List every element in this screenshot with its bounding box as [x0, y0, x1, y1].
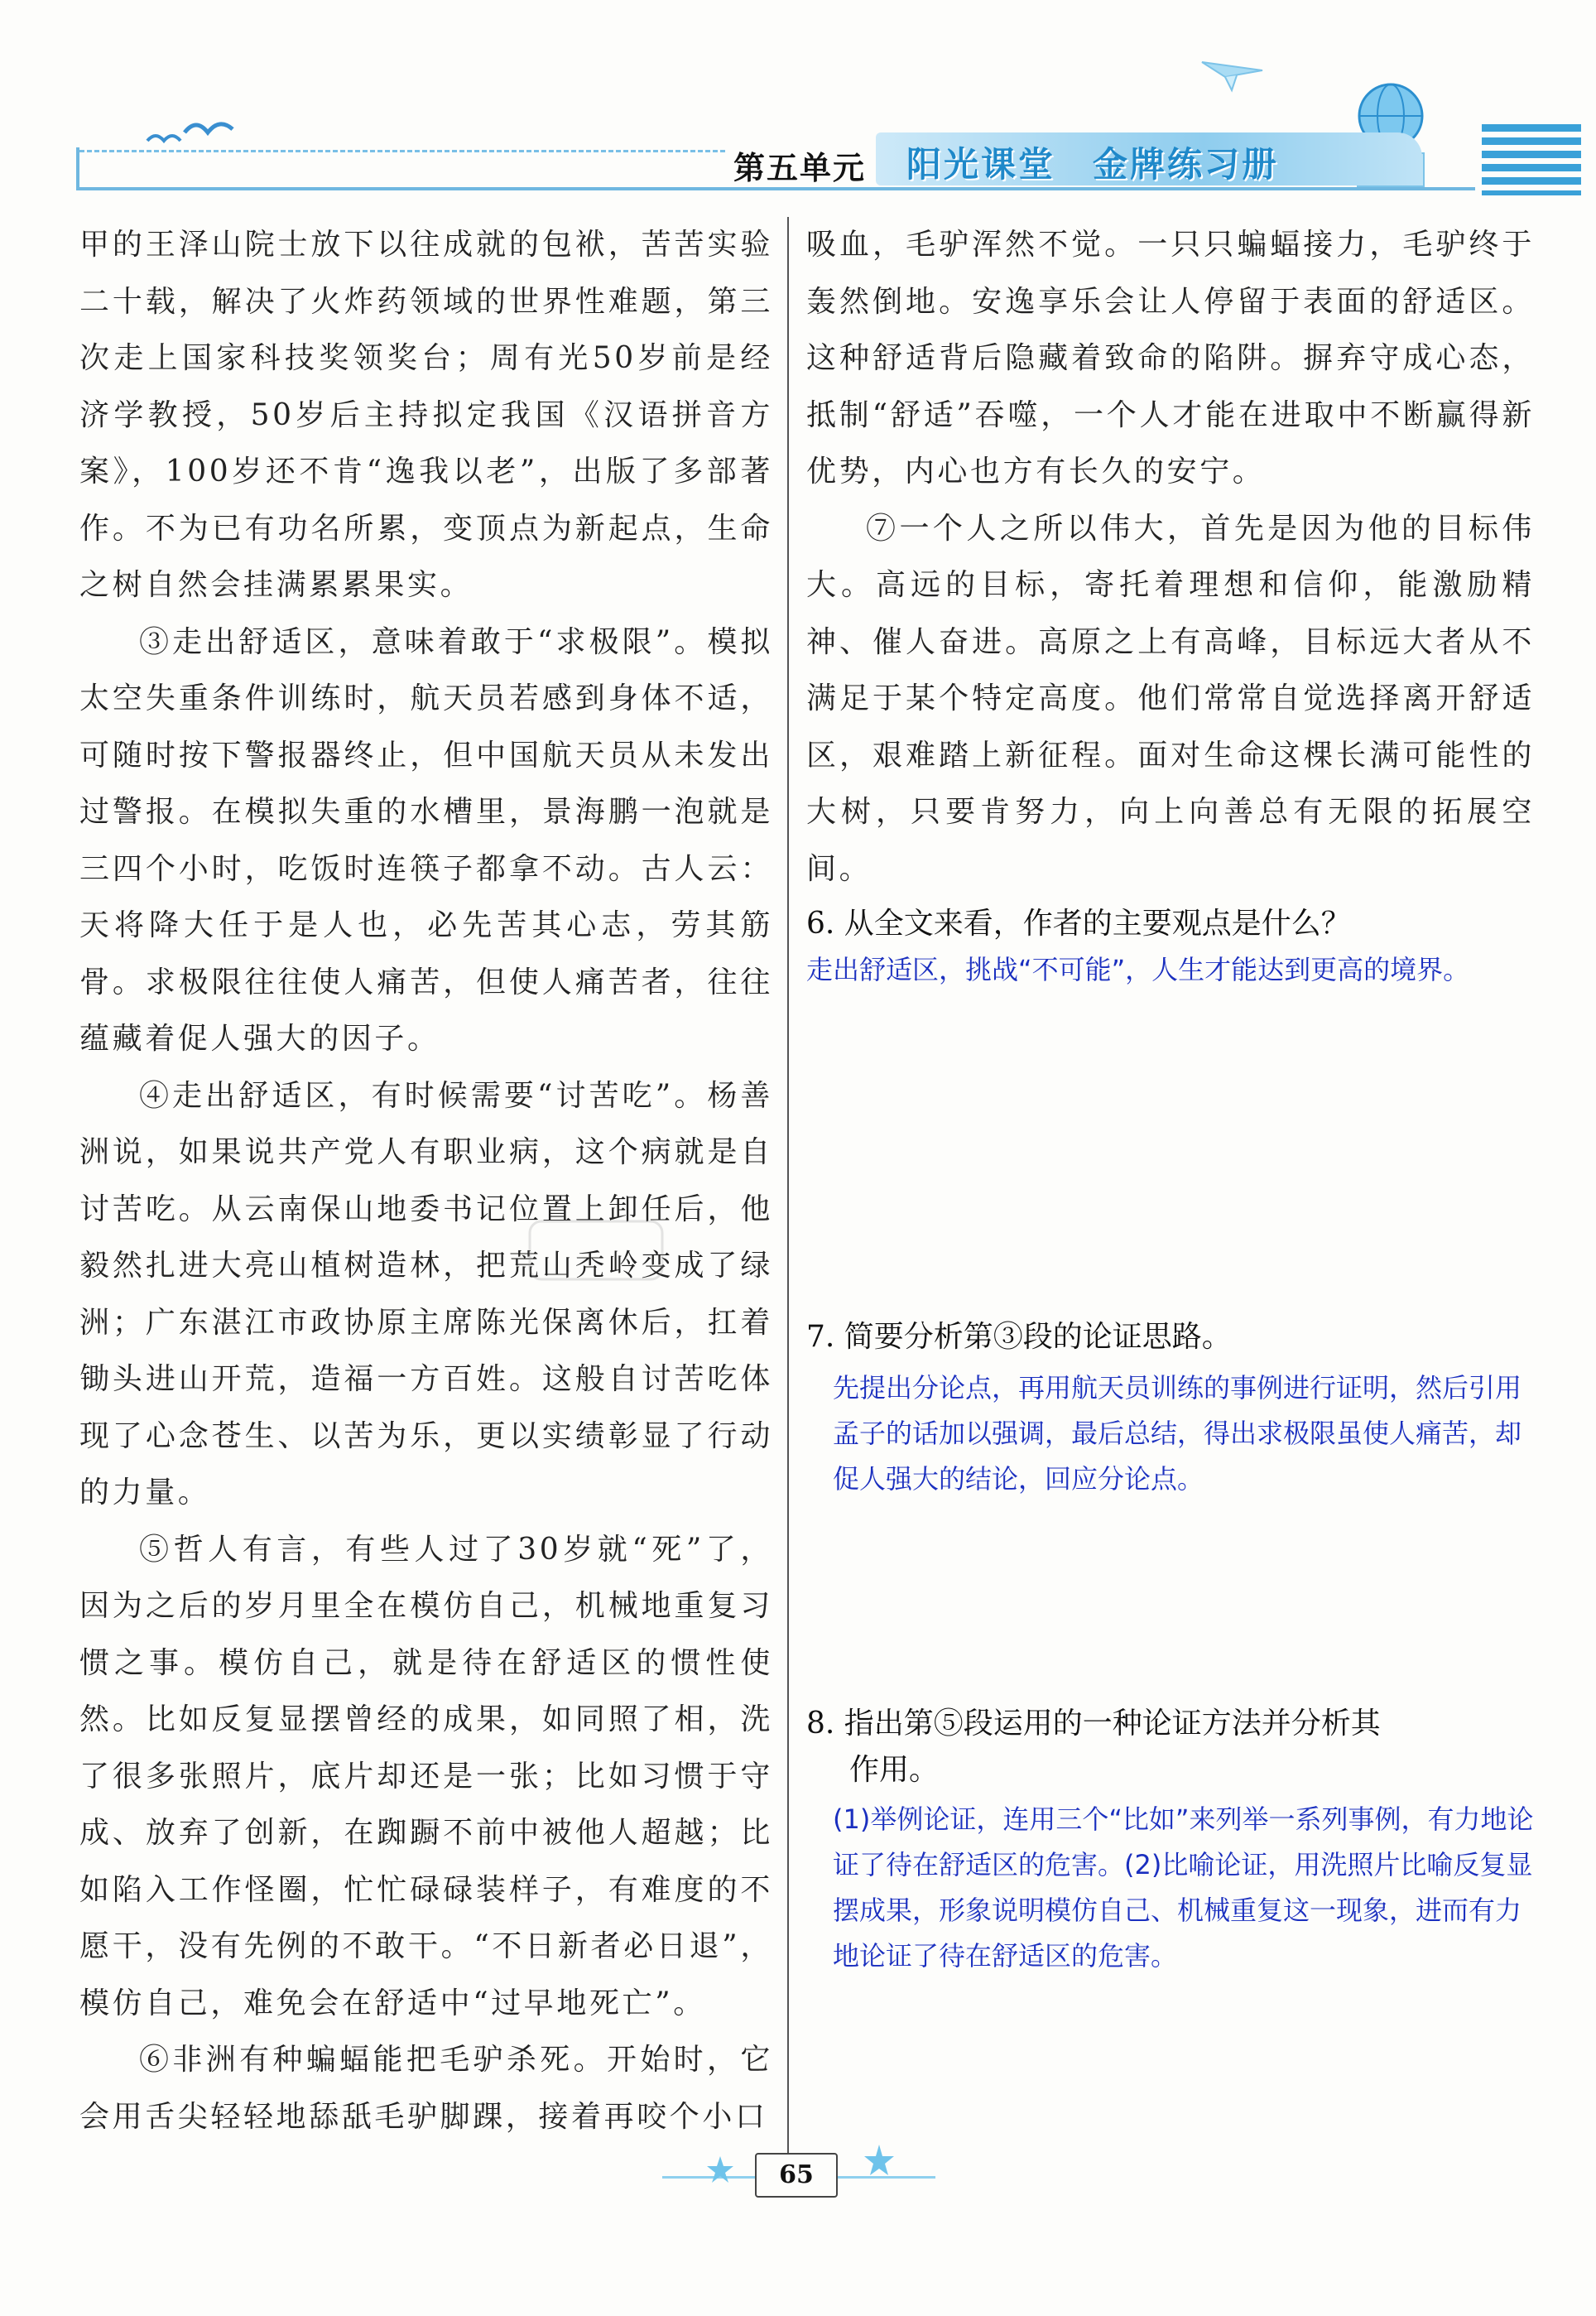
left-column	[79, 217, 773, 2145]
question-8-line-1: 8. 指出第⑤段运用的一种论证方法并分析其	[806, 1707, 1381, 1741]
star-icon	[854, 2141, 904, 2183]
birds-icon	[139, 112, 238, 153]
header-stripes	[1482, 124, 1581, 195]
question-7: 7. 简要分析第③段的论证思路。	[806, 1320, 1232, 1354]
star-icon	[695, 2153, 745, 2186]
header-bracket	[76, 147, 86, 190]
answer-8: (1)举例论证，连用三个“比如”来列举一系列事例，有力地论证了待在舒适区的危害。(2)比喻论证，用洗照片比喻反复显摆成果，形象说明模仿自己、机械重复这一现象，进而有力地论证了待在舒适区的危害。	[833, 1803, 1534, 1972]
paragraph-2-end: 甲的王泽山院士放下以往成就的包袱，苦苦实验二十载，解决了火炸药领域的世界性难题，第三次走上国家科技奖领奖台；周有光50岁前是经济学教授，50岁后主持拟定我国《汉语拼音方案》，100岁还不肯“逸我以老”，出版了多部著作。不为已有功名所累，变顶点为新起点，生命之树自然会挂满累累果实。	[79, 228, 773, 602]
paragraph-7: ⑦一个人之所以伟大，首先是因为他的目标伟大。高远的目标，寄托着理想和信仰，能激励精神、催人奋进。高原之上有高峰，目标远大者从不满足于某个特定高度。他们常常自觉选择离开舒适区，艰难踏上新征程。面对生命这棵长满可能性的大树，只要肯努力，向上向善总有无限的拓展空间。	[806, 511, 1535, 886]
paragraph-5: ⑤哲人有言，有些人过了30岁就“死”了，因为之后的岁月里全在模仿自己，机械地重复习惯之事。模仿自己，就是待在舒适区的惯性使然。比如反复显摆曾经的成果，如同照了相，洗了很多张照片，底片却还是一张；比如习惯于守成、放弃了创新，在踟蹰不前中被他人超越；比如陷入工作怪圈，忙忙碌碌装样子，有难度的不愿干，没有先例的不敢干。“不日新者必日退”，模仿自己，难免会在舒适中“过早地死亡”。	[79, 1532, 773, 2020]
paragraph-3: ③走出舒适区，意味着敢于“求极限”。模拟太空失重条件训练时，航天员若感到身体不适，可随时按下警报器终止，但中国航天员从未发出过警报。在模拟失重的水槽里，景海鹏一泡就是三四个小时，吃饭时连筷子都拿不动。古人云：天将降大任于是人也，必先苦其心志，劳其筋骨。求极限往往使人痛苦，但使人痛苦者，往往蕴藏着促人强大的因子。	[79, 624, 773, 1056]
question-8-line-2: 作用。	[849, 1753, 940, 1787]
paragraph-4: ④走出舒适区，有时候需要“讨苦吃”。杨善洲说，如果说共产党人有职业病，这个病就是自讨苦吃。从云南保山地委书记位置上卸任后，他毅然扎进大亮山植树造林，把荒山秃岭变成了绿洲；广东湛江市政协原主席陈光保离休后，扛着锄头进山开荒，造福一方百姓。这般自讨苦吃体现了心念苍生、以苦为乐，更以实绩彰显了行动的力量。	[79, 1078, 773, 1509]
paper-plane-icon	[1200, 54, 1267, 95]
paragraph-6-start: ⑥非洲有种蝙蝠能把毛驴杀死。开始时，它会用舌尖轻轻地舔舐毛驴脚踝，接着再咬个小口	[79, 2043, 773, 2134]
unit-label: 第五单元	[733, 150, 867, 186]
right-column	[806, 217, 1535, 1979]
watermark-stamp	[522, 1205, 671, 1296]
column-divider	[787, 217, 789, 2155]
answer-7: 先提出分论点，再用航天员训练的事例进行证明，然后引用孟子的话加以强调，最后总结，得出求极限虽使人痛苦，却促人强大的结论，回应分论点。	[833, 1372, 1522, 1495]
brand-title: 阳光课堂 金牌练习册	[906, 144, 1280, 185]
page-footer	[662, 2136, 935, 2203]
page-header	[0, 0, 1596, 207]
question-6: 6. 从全文来看，作者的主要观点是什么？	[806, 907, 1351, 941]
page-number: 65	[755, 2153, 838, 2198]
answer-6: 走出舒适区，挑战“不可能”，人生才能达到更高的境界。	[806, 954, 1470, 985]
paragraph-6-cont: 吸血，毛驴浑然不觉。一只只蝙蝠接力，毛驴终于轰然倒地。安逸享乐会让人停留于表面的舒适区。这种舒适背后隐藏着致命的陷阱。摒弃守成心态，抵制“舒适”吞噬，一个人才能在进取中不断赢得新优势，内心也方有长久的安宁。	[806, 228, 1535, 489]
